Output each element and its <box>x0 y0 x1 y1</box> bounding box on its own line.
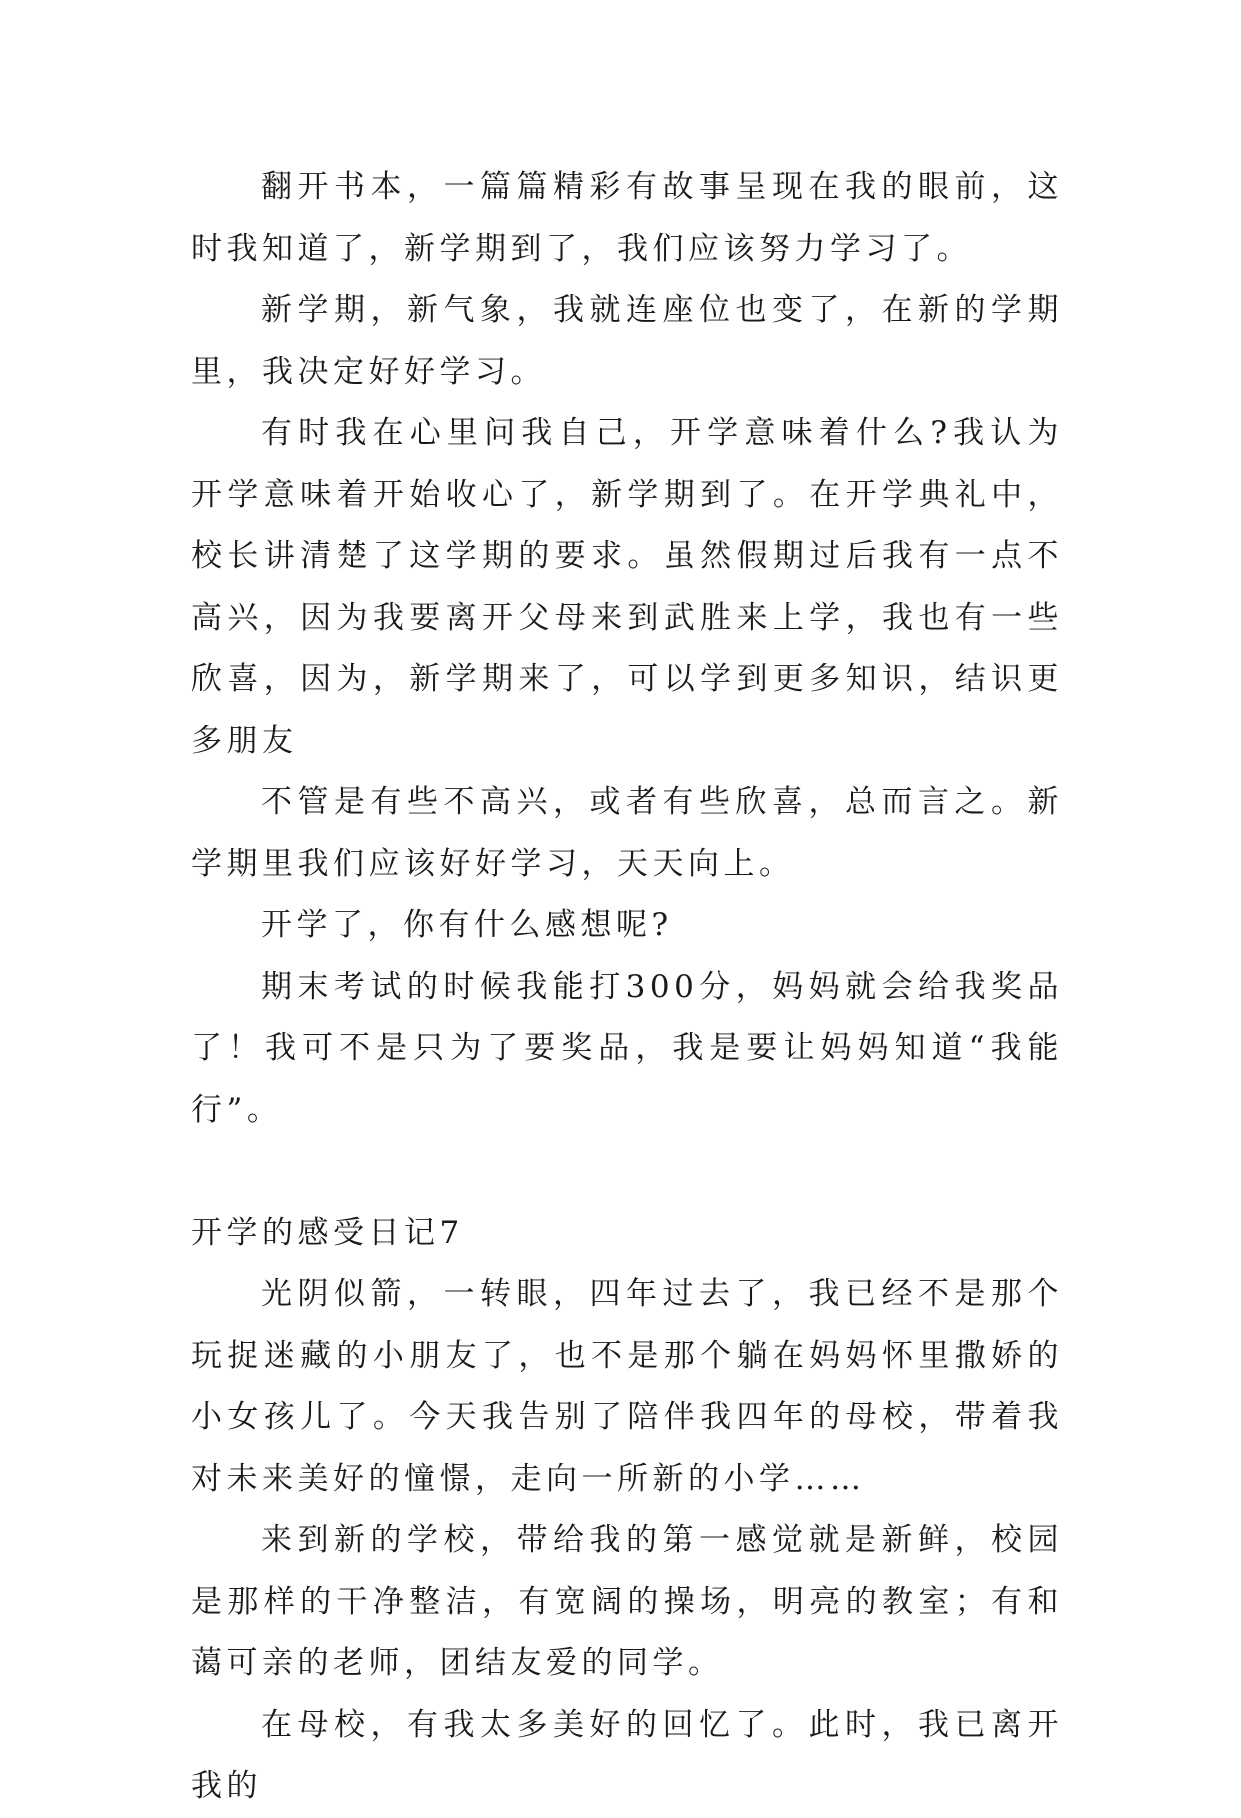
paragraph: 光阴似箭，一转眼，四年过去了，我已经不是那个玩捉迷藏的小朋友了，也不是那个躺在妈妈怀里撒娇的小女孩儿了。今天我告别了陪伴我四年的母校，带着我对未来美好的憧憬，走向一所新的小学…… <box>191 1276 1063 1497</box>
paragraph: 不管是有些不高兴，或者有些欣喜，总而言之。新学期里我们应该好好学习，天天向上。 <box>191 784 1063 882</box>
section-title: 开学的感受日记7 <box>191 1214 464 1251</box>
paragraph: 在母校，有我太多美好的回忆了。此时，我已离开我的 <box>191 1706 1063 1804</box>
paragraph: 期末考试的时候我能打300分，妈妈就会给我奖品了！我可不是只为了要奖品，我是要让妈妈知道“我能行”。 <box>191 968 1063 1128</box>
document-body <box>191 157 1063 1818</box>
paragraph: 开学了，你有什么感想呢? <box>261 907 673 943</box>
paragraph: 有时我在心里问我自己，开学意味着什么?我认为开学意味着开始收心了，新学期到了。在开学典礼中，校长讲清楚了这学期的要求。虽然假期过后我有一点不高兴，因为我要离开父母来到武胜来上学，我也有一些欣喜，因为，新学期来了，可以学到更多知识，结识更多朋友 <box>191 415 1063 759</box>
paragraph: 来到新的学校，带给我的第一感觉就是新鲜，校园是那样的干净整洁，有宽阔的操场，明亮的教室；有和蔼可亲的老师，团结友爱的同学。 <box>191 1522 1063 1681</box>
paragraph: 新学期，新气象，我就连座位也变了，在新的学期里，我决定好好学习。 <box>191 292 1063 390</box>
paragraph: 翻开书本，一篇篇精彩有故事呈现在我的眼前，这时我知道了，新学期到了，我们应该努力学习了。 <box>191 169 1063 267</box>
